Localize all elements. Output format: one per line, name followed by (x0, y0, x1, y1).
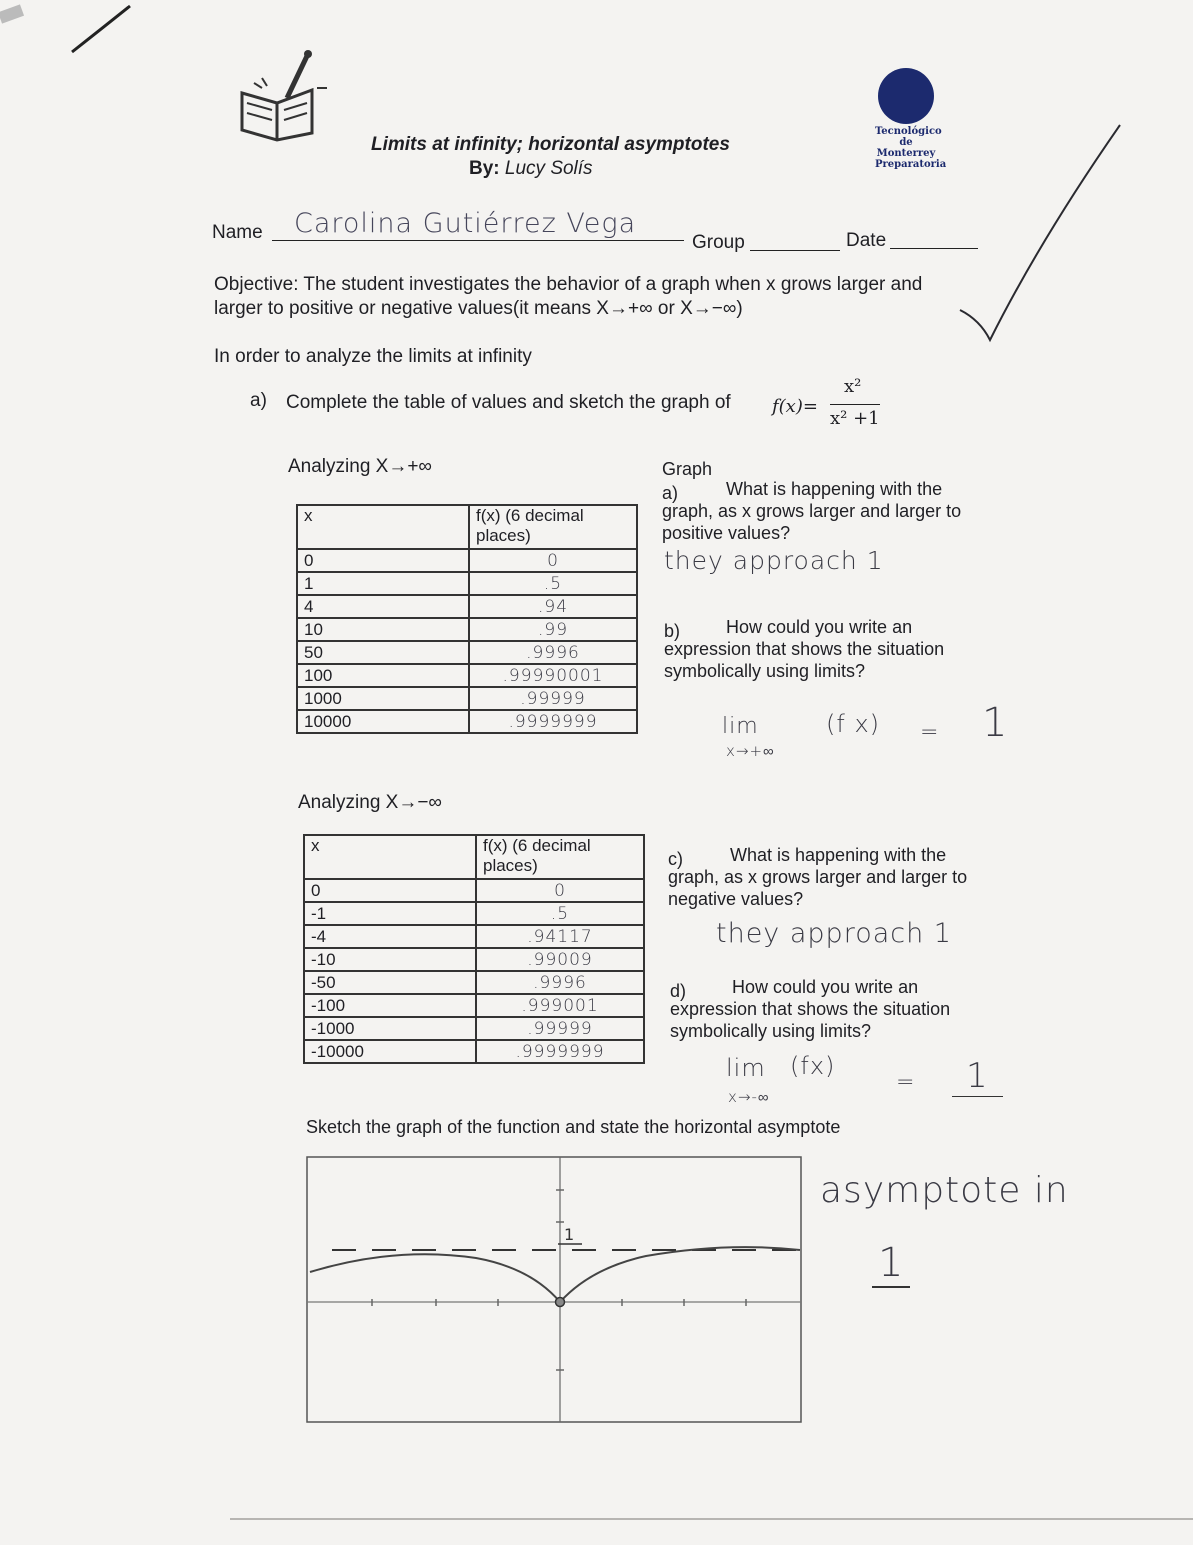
table-row: 100 .99990001 (297, 664, 637, 687)
question-d-text: How could you write an expression that shows the situation symbolically using limits? (670, 977, 951, 1041)
page-bottom-edge (230, 1518, 1193, 1520)
function-numerator: x² (844, 376, 862, 397)
fx-value[interactable]: .9996 (476, 971, 644, 994)
answer-d-lim: lim (726, 1054, 766, 1082)
table-row: -10 .99009 (304, 948, 644, 971)
fx-value[interactable]: .9999999 (476, 1040, 644, 1063)
fx-value[interactable]: .5 (476, 902, 644, 925)
intro-text: In order to analyze the limits at infinity (214, 346, 532, 367)
answer-c[interactable]: they approach 1 (716, 918, 952, 949)
fx-value[interactable]: 0 (469, 549, 637, 572)
answer-d-value: 1 (952, 1056, 1003, 1097)
fx-value[interactable]: .9996 (469, 641, 637, 664)
asymptote-answer-value[interactable]: 1 (872, 1240, 910, 1288)
table-row: 1000 .99999 (297, 687, 637, 710)
table-pos-heading: Analyzing X→+∞ (288, 456, 432, 477)
logo-line: Preparatoria (875, 159, 947, 170)
function-name: f(x)= (772, 396, 818, 417)
question-b-label: b) (664, 621, 681, 641)
table-row: -4 .94117 (304, 925, 644, 948)
answer-d-subscript: x→-∞ (728, 1088, 770, 1106)
question-a-label: a) (662, 483, 679, 503)
graph-frame (307, 1157, 801, 1422)
date-field[interactable] (890, 232, 978, 249)
objective-line-2: larger to positive or negative values(it means X→+∞ or X→−∞) (214, 298, 743, 319)
sketch-instruction: Sketch the graph of the function and state the horizontal asymptote (306, 1117, 841, 1137)
question-d-label: d) (670, 981, 687, 1001)
author-name: Lucy Solís (504, 158, 593, 179)
answer-b-expression: (f x) (826, 710, 881, 738)
table-row: 4 .94 (297, 595, 637, 618)
group-label: Group (692, 232, 745, 253)
fx-value[interactable]: .5 (469, 572, 637, 595)
answer-b-subscript: x→+∞ (726, 742, 775, 760)
table-row: -1000 .99999 (304, 1017, 644, 1040)
question-c-text: What is happening with the graph, as x grows larger and larger to negative values? (668, 845, 968, 909)
asymptote-axis-label: 1 (564, 1225, 575, 1244)
function-denominator: x² +1 (830, 408, 880, 429)
table-row: 0 0 (297, 549, 637, 572)
table-row: 50 .9996 (297, 641, 637, 664)
byline (469, 158, 593, 180)
fx-value[interactable]: .94 (469, 595, 637, 618)
fx-value[interactable]: .9999999 (469, 710, 637, 733)
answer-a[interactable]: they approach 1 (664, 546, 884, 575)
sketch-graph[interactable] (306, 1150, 804, 1425)
col-header-x: x (304, 835, 476, 879)
col-header-fx: f(x) (6 decimal places) (469, 505, 637, 549)
question-a-text: What is happening with the graph, as x grows larger and larger to positive values? (662, 479, 962, 543)
values-table-positive (296, 504, 638, 734)
group-field[interactable] (750, 234, 840, 251)
fraction-bar (830, 404, 880, 405)
date-label: Date (846, 230, 887, 251)
writing-book-icon (232, 48, 332, 143)
fx-value[interactable]: .99999 (476, 1017, 644, 1040)
answer-d-equals: = (896, 1070, 916, 1095)
logo-line: Tecnológico (875, 126, 942, 137)
function-curve (310, 1247, 800, 1302)
table-neg-heading: Analyzing X→−∞ (298, 792, 442, 813)
table-row: -100 .999001 (304, 994, 644, 1017)
table-row: -1 .5 (304, 902, 644, 925)
name-label: Name (212, 222, 263, 243)
objective-line-1: Objective: The student investigates the behavior of a graph when x grows larger and (214, 274, 923, 295)
table-row: -10000 .9999999 (304, 1040, 644, 1063)
pen-stroke-decoration (0, 0, 140, 70)
table-row: 10000 .9999999 (297, 710, 637, 733)
table-row: 10 .99 (297, 618, 637, 641)
values-table-negative (303, 834, 645, 1064)
graph-heading: Graph (662, 459, 713, 479)
fx-value[interactable]: 0 (476, 879, 644, 902)
logo-emblem-icon (878, 68, 934, 124)
logo-line: de Monterrey (876, 137, 936, 159)
fx-value[interactable]: .99990001 (469, 664, 637, 687)
part-a-label: a) (250, 390, 267, 411)
school-logo (875, 68, 947, 170)
name-field[interactable] (272, 206, 684, 241)
answer-d-expression: (fx) (790, 1052, 836, 1080)
answer-b-value: 1 (982, 700, 1009, 746)
col-header-x: x (297, 505, 469, 549)
fx-value[interactable]: .999001 (476, 994, 644, 1017)
fx-value[interactable]: .99999 (469, 687, 637, 710)
answer-b-lim: lim (722, 714, 759, 739)
name-value: Carolina Gutiérrez Vega (294, 208, 637, 239)
part-a-text: Complete the table of values and sketch the graph of (286, 392, 731, 413)
asymptote-answer-text[interactable]: asymptote in (820, 1170, 1069, 1211)
fx-value[interactable]: .99009 (476, 948, 644, 971)
origin-point (556, 1298, 565, 1307)
worksheet-title: Limits at infinity; horizontal asymptotes (371, 134, 730, 155)
answer-b-equals: = (920, 720, 940, 745)
answer-b[interactable] (722, 700, 1022, 770)
answer-d[interactable] (726, 1052, 1006, 1112)
by-label: By: (469, 158, 500, 179)
fx-value[interactable]: .94117 (476, 925, 644, 948)
question-c-label: c) (668, 849, 683, 869)
question-b-text: How could you write an expression that shows the situation symbolically using limits? (664, 617, 945, 681)
col-header-fx: f(x) (6 decimal places) (476, 835, 644, 879)
table-row: -50 .9996 (304, 971, 644, 994)
table-row: 0 0 (304, 879, 644, 902)
fx-value[interactable]: .99 (469, 618, 637, 641)
table-row: 1 .5 (297, 572, 637, 595)
